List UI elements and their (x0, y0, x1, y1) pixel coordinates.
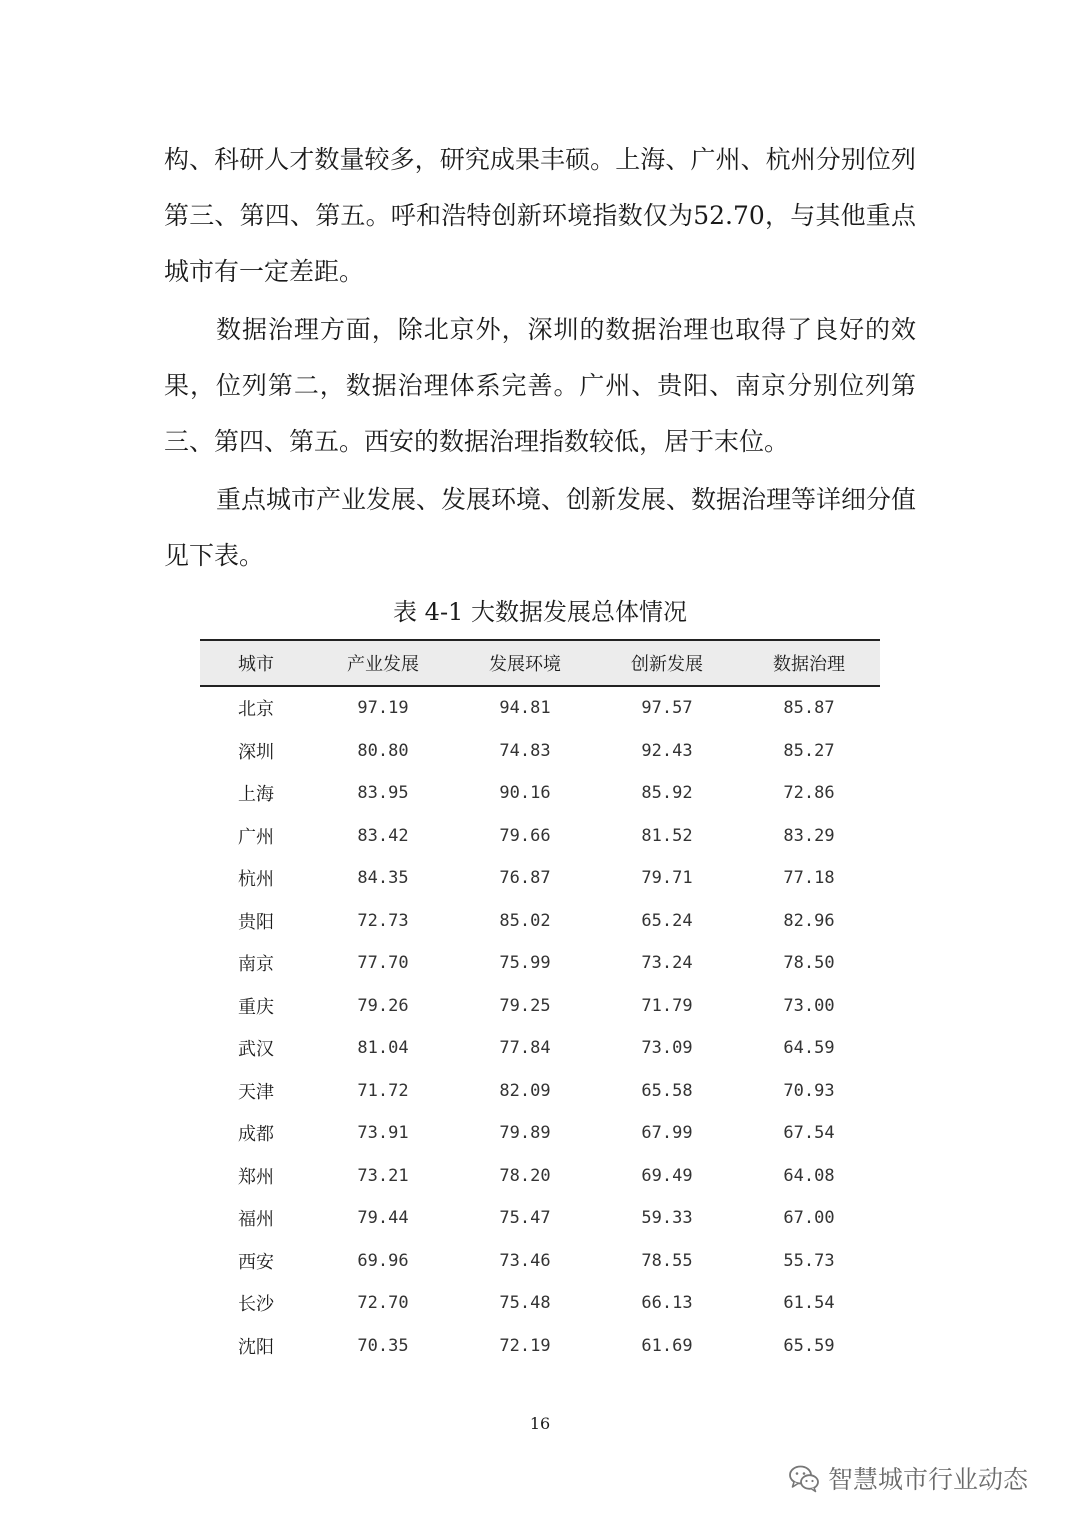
value-cell: 67.00 (783, 1208, 835, 1229)
value-cell: 90.16 (499, 783, 551, 804)
city-cell: 西安 (238, 1251, 274, 1273)
value-cell: 81.04 (357, 1038, 409, 1059)
table-row (200, 686, 880, 730)
page-number: 16 (529, 1414, 551, 1433)
value-cell: 67.99 (641, 1123, 693, 1144)
table-row (200, 1325, 880, 1368)
value-cell: 77.18 (783, 868, 835, 889)
value-cell: 97.19 (357, 698, 409, 719)
header-innovation: 创新发展 (596, 640, 738, 686)
value-cell: 72.19 (499, 1335, 551, 1356)
city-cell: 杭州 (238, 869, 274, 891)
value-cell: 72.70 (357, 1293, 409, 1314)
table-row (200, 1155, 880, 1198)
table-row (200, 942, 880, 985)
city-cell: 成都 (238, 1124, 274, 1146)
body-paragraph-1: 构、科研人才数量较多，研究成果丰硕。上海、广州、杭州分别位列第三、第四、第五。呼和浩特创新环境指数仅为52.70，与其他重点城市有一定差距。 (164, 145, 916, 286)
value-cell: 66.13 (641, 1293, 693, 1314)
value-cell: 73.24 (641, 953, 693, 974)
value-cell: 92.43 (641, 740, 693, 761)
table-row (200, 900, 880, 943)
body-paragraph-3: 重点城市产业发展、发展环境、创新发展、数据治理等详细分值见下表。 (164, 485, 917, 570)
value-cell: 83.42 (357, 825, 409, 846)
value-cell: 64.08 (783, 1165, 835, 1186)
value-cell: 77.70 (357, 953, 409, 974)
value-cell: 82.09 (499, 1080, 551, 1101)
header-governance: 数据治理 (738, 640, 880, 686)
table-row (200, 1197, 880, 1240)
value-cell: 75.99 (499, 953, 551, 974)
value-cell: 72.73 (357, 910, 409, 931)
header-city: 城市 (200, 640, 312, 686)
city-cell: 重庆 (238, 996, 274, 1018)
value-cell: 85.02 (499, 910, 551, 931)
value-cell: 70.35 (357, 1335, 409, 1356)
value-cell: 97.57 (641, 698, 693, 719)
value-cell: 59.33 (641, 1208, 693, 1229)
value-cell: 71.72 (357, 1080, 409, 1101)
value-cell: 77.84 (499, 1038, 551, 1059)
table-row (200, 772, 880, 815)
value-cell: 61.69 (641, 1335, 693, 1356)
value-cell: 65.24 (641, 910, 693, 931)
city-cell: 上海 (238, 784, 274, 806)
table-row (200, 730, 880, 773)
value-cell: 73.21 (357, 1165, 409, 1186)
city-cell: 北京 (238, 699, 274, 721)
table-row (200, 985, 880, 1028)
value-cell: 94.81 (499, 698, 551, 719)
table-row (200, 1027, 880, 1070)
table-row (200, 1070, 880, 1113)
value-cell: 73.00 (783, 995, 835, 1016)
city-cell: 广州 (238, 826, 274, 848)
value-cell: 78.50 (783, 953, 835, 974)
value-cell: 73.09 (641, 1038, 693, 1059)
city-cell: 天津 (238, 1081, 274, 1103)
watermark-text: 智慧城市行业动态 (828, 1465, 1029, 1494)
city-cell: 贵阳 (238, 911, 274, 933)
table-row (200, 815, 880, 858)
value-cell: 73.46 (499, 1250, 551, 1271)
value-cell: 67.54 (783, 1123, 835, 1144)
value-cell: 81.52 (641, 825, 693, 846)
value-cell: 72.86 (783, 783, 835, 804)
table-row (200, 857, 880, 900)
header-industry: 产业发展 (312, 640, 454, 686)
value-cell: 78.55 (641, 1250, 693, 1271)
value-cell: 61.54 (783, 1293, 835, 1314)
value-cell: 85.27 (783, 740, 835, 761)
data-table (200, 639, 880, 1367)
table-caption: 表 4-1 大数据发展总体情况 (393, 598, 687, 626)
body-paragraph-2: 数据治理方面，除北京外，深圳的数据治理也取得了良好的效果，位列第二，数据治理体系完善。广州、贵阳、南京分别位列第三、第四、第五。西安的数据治理指数较低，居于末位。 (164, 315, 916, 456)
city-cell: 武汉 (238, 1039, 274, 1061)
table-row (200, 1240, 880, 1283)
value-cell: 82.96 (783, 910, 835, 931)
value-cell: 76.87 (499, 868, 551, 889)
value-cell: 79.25 (499, 995, 551, 1016)
city-cell: 深圳 (238, 741, 274, 763)
value-cell: 75.47 (499, 1208, 551, 1229)
table-row (200, 1282, 880, 1325)
value-cell: 64.59 (783, 1038, 835, 1059)
table-body (200, 686, 880, 1367)
city-cell: 南京 (238, 954, 274, 976)
wechat-icon (788, 1463, 820, 1493)
value-cell: 79.44 (357, 1208, 409, 1229)
table-row (200, 1112, 880, 1155)
value-cell: 73.91 (357, 1123, 409, 1144)
watermark (788, 1460, 1028, 1496)
city-cell: 沈阳 (238, 1336, 274, 1358)
value-cell: 69.49 (641, 1165, 693, 1186)
value-cell: 79.71 (641, 868, 693, 889)
value-cell: 79.26 (357, 995, 409, 1016)
value-cell: 65.59 (783, 1335, 835, 1356)
value-cell: 85.87 (783, 698, 835, 719)
value-cell: 70.93 (783, 1080, 835, 1101)
table-header-row (200, 640, 880, 686)
value-cell: 85.92 (641, 783, 693, 804)
value-cell: 55.73 (783, 1250, 835, 1271)
city-cell: 福州 (238, 1209, 274, 1231)
value-cell: 80.80 (357, 740, 409, 761)
value-cell: 84.35 (357, 868, 409, 889)
header-environment: 发展环境 (454, 640, 596, 686)
value-cell: 83.95 (357, 783, 409, 804)
value-cell: 79.89 (499, 1123, 551, 1144)
value-cell: 65.58 (641, 1080, 693, 1101)
value-cell: 74.83 (499, 740, 551, 761)
value-cell: 78.20 (499, 1165, 551, 1186)
city-cell: 长沙 (238, 1294, 274, 1316)
value-cell: 83.29 (783, 825, 835, 846)
value-cell: 75.48 (499, 1293, 551, 1314)
value-cell: 79.66 (499, 825, 551, 846)
value-cell: 71.79 (641, 995, 693, 1016)
city-cell: 郑州 (238, 1166, 274, 1188)
value-cell: 69.96 (357, 1250, 409, 1271)
